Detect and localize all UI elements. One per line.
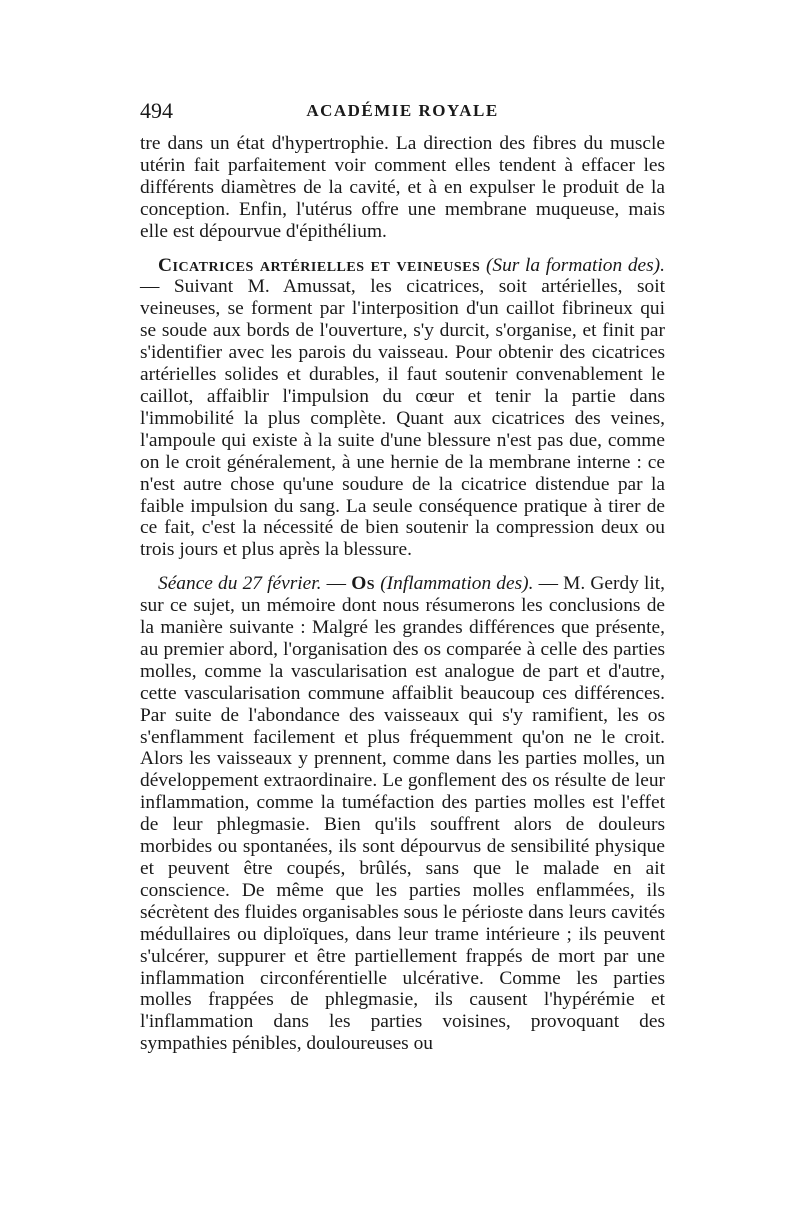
body-text	[140, 133, 665, 1055]
session-date: Séance du 27 février.	[158, 573, 322, 595]
paragraph-cicatrices	[140, 255, 665, 562]
section-subheading: (Inflammation des).	[380, 573, 534, 595]
page-header	[140, 98, 665, 128]
page-number: 494	[140, 98, 173, 123]
dash: —	[321, 573, 352, 595]
paragraph-os	[140, 573, 665, 1055]
section-heading: Cicatrices artérielles et veineuses	[158, 254, 481, 276]
section-heading: Os	[351, 573, 376, 595]
paragraph-text: — Suivant M. Amussat, les cicatrices, soit artérielles, soit veineuses, se forment par l'interposition d'un caillot fibrineux qui se soude aux bords de l'ouverture, s'y durcit, s'organise, et finit par s'identifier avec les parois du vaisseau. Pour obtenir des cicatrices artérielles solides et durables, il faut soutenir convenablement le caillot, affaiblir l'impulsion du cœur et tenir la partie dans l'immobilité la plus complète. Quant aux cicatrices des veines, l'ampoule qui existe à la suite d'une blessure n'est pas due, comme on le croit généralement, à une hernie de la membrane interne : ce n'est autre chose qu'une soudure de la cicatrice distendue par la faible impulsion du sang. La seule conséquence pratique à tirer de ce fait, c'est la nécessité de bien soutenir la compression deux ou trois jours et plus après la blessure.	[140, 276, 665, 561]
paragraph-text: — M. Gerdy lit, sur ce sujet, un mémoire dont nous résumerons les conclusions de la manière suivante : Malgré les grandes différences que présente, au premier abord, l'organisation des os comparée à celle des parties molles, comme la vascularisation est analogue de part et d'autre, cette vascularisation commune affaiblit beaucoup ces différences. Par suite de l'abondance des vaisseaux qui s'y ramifient, les os s'enflamment facilement et plus fréquemment qu'on ne le croit. Alors les vaisseaux y prennent, comme dans les parties molles, un développement extraordinaire. Le gonflement des os résulte de leur inflammation, comme la tuméfaction des parties molles est l'effet de leur phlegmasie. Bien qu'ils souffrent alors de douleurs morbides ou spontanées, ils sont dépourvus de sensibilité physique et peuvent être coupés, brûlés, sans que le malade en ait conscience. De même que les parties molles enflammées, ils sécrètent des fluides organisables sous le périoste dans leurs cavités médullaires ou diploïques, dans leur trame intérieure ; ils peuvent s'ulcérer, suppurer et être partiellement frappés de mort par une inflammation circonférentielle ulcérative. Comme les parties molles frappées de phlegmasie, ils causent l'hypérémie et l'inflammation dans les parties voisines, provoquant des sympathies pénibles, douloureuses ou	[140, 573, 665, 1055]
running-title: ACADÉMIE ROYALE	[306, 101, 499, 120]
paragraph-text: tre dans un état d'hypertrophie. La direction des fibres du muscle utérin fait parfaitement voir comment elles tendent à effacer les différents diamètres de la cavité, et à en expulser le produit de la conception. Enfin, l'utérus offre une membrane muqueuse, mais elle est dépourvue d'épithélium.	[140, 133, 665, 242]
paragraph-uterus	[140, 133, 665, 243]
section-subheading: (Sur la formation des).	[485, 254, 665, 276]
